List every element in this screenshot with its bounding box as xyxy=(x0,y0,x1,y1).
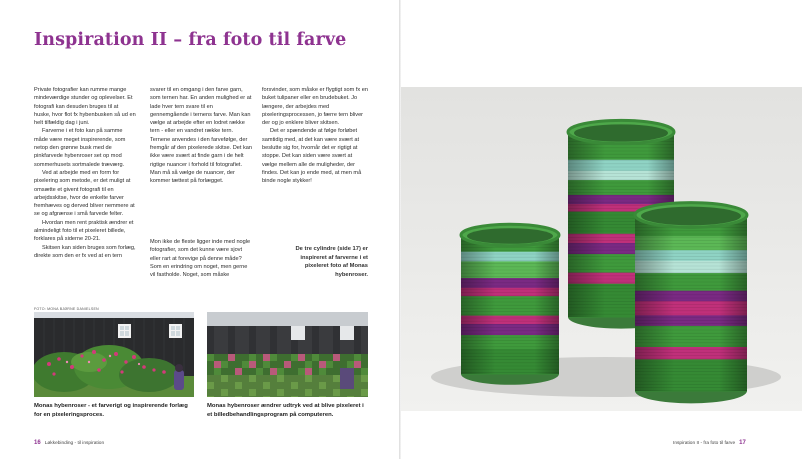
pixelated-photo-image xyxy=(207,312,368,397)
body-column-2-continued xyxy=(150,238,252,279)
paragraph: Private fotografier kan rumme mange mindeværdige stunder og oplevelser. Et fotografi kan desuden bruges til at huske, hvor flot fx hybenbusken så ud en helt tilfældig dag i juni. xyxy=(34,87,136,127)
page-number: 17 xyxy=(739,440,746,446)
right-page xyxy=(401,0,802,459)
photo-caption-2: Monas hybenroser ændrer udtryk ved at blive pixeleret i et billedbehandlingsprogram på computeren. xyxy=(207,403,364,418)
running-footer: Løkkebinding - til inspiration xyxy=(44,441,105,446)
rosebush-photo xyxy=(34,312,194,397)
pixelated-rosebush-photo xyxy=(207,312,368,397)
rosebush-photo-image xyxy=(34,312,194,397)
cylinders-photo xyxy=(401,87,802,411)
running-footer: Inspiration II - fra foto til farve xyxy=(673,441,736,446)
body-column-1 xyxy=(34,86,136,260)
paragraph: Skitsen kan siden bruges som forlæg, direkte som den er fx ved at en tern xyxy=(34,244,136,259)
footer-right xyxy=(673,440,746,446)
left-page xyxy=(0,0,400,459)
paragraph: Hvordan men rent praktisk ændrer et almindeligt foto til et pixeleret billede, forklares på siderne 20-21. xyxy=(34,219,134,243)
page-number: 16 xyxy=(34,440,41,446)
cylinders-photo-image xyxy=(401,87,802,411)
left-cylinder xyxy=(461,224,559,385)
paragraph: svarer til en omgang i den farve garn, som ternen har. En anden mulighed er at lade hver tern svare til en gennemgående i ternens farve. Man kan vælge at arbejde efter en lodret række tern - eller en vandret række tern. Ternene anvendes i den farvefølge, der fremgår af den pixelerede skitse. Det kan ikke være svært at finde garn i de helt rigtige nuancer i forhold til fotografiet. Man må så vælge de nuancer, der kommer tættest på forlægget. xyxy=(150,87,252,185)
pull-quote: De tre cylindre (side 17) er inspireret af farverne i et pixeleret foto af Monas hybenroser. xyxy=(295,246,368,278)
paragraph: Farverne i et foto kan på samme måde være meget inspirerende, som netop den grønne busk med de pinkfarvede hybenroser set op mod sommerhusets sortmalede træværg. xyxy=(34,128,126,168)
paragraph: Ved at arbejde med en form for pixelering som metode, er det muligt at omsætte et givent fotografi til en arbejdsskitse, hvor de enkelte farver fremhæves og derved bliver nemmere at se og afgrænse i små farvede felter. xyxy=(34,169,135,218)
paragraph: forsvinder, som måske er flygtigt som fx en buket tulipaner eller en brudebuket. Jo længere, der arbejdes med pixeleringsprocessen, jo færre tern bliver der og jo enklere bliver skitsen. xyxy=(262,87,369,127)
paragraph: Det er spændende at følge forløbet samtidig med, at det kan være svært at beslutte sig for, hvornår det er rigtigt at stoppe. Det kan siden være svært at vælge mellem alle de muligheder, der findes. Det kan jo ende med, at men må binde nogle stykker! xyxy=(262,128,362,185)
photo-credit: FOTO: MONA BJØRNE DANIELSEN xyxy=(34,307,99,311)
body-column-2 xyxy=(150,86,252,186)
page-title: Inspiration II – fra foto til farve xyxy=(34,30,347,50)
right-cylinder xyxy=(635,203,747,404)
paragraph: Mon ikke de fleste ligger inde med nogle fotografier, som det kunne være sjovt eller rart at forevige på denne måde? Som en erindring om noget, men gerne vil fastholde. Noget, som måske xyxy=(150,239,251,279)
footer-left xyxy=(34,440,104,446)
photo-caption-1: Monas hybenroser - et farverigt og inspirerende forlæg for en pixeleringsproces. xyxy=(34,403,188,418)
body-column-3 xyxy=(262,86,368,186)
